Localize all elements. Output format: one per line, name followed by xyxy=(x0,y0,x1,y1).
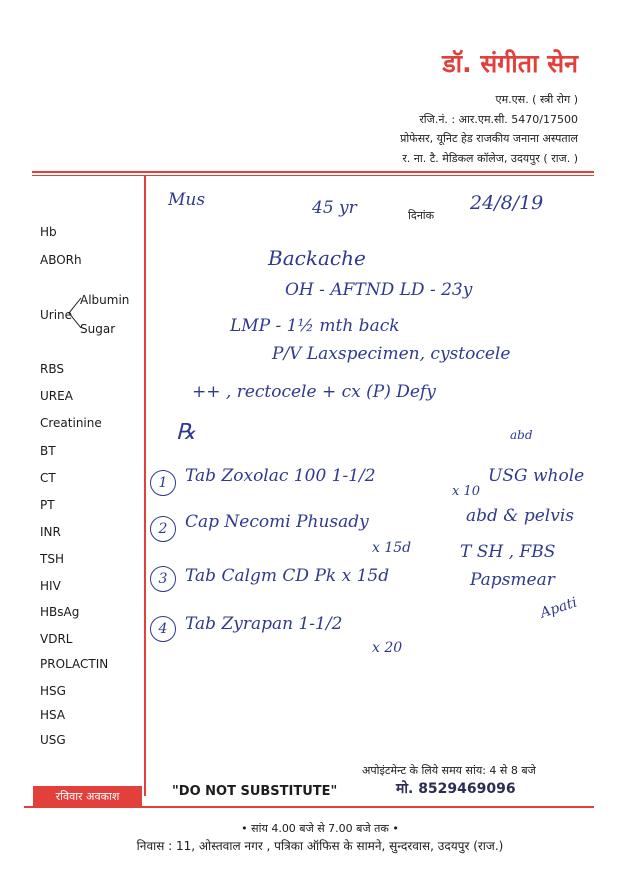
test-prolactin: PROLACTIN xyxy=(40,657,109,671)
patient-name: Mus xyxy=(168,190,206,210)
test-creatinine: Creatinine xyxy=(40,416,102,430)
med-number-2: 2 xyxy=(150,516,176,542)
test-hsa: HSA xyxy=(40,708,66,722)
test-hbsag: HBsAg xyxy=(40,605,80,619)
investigation-papsmear: Papsmear xyxy=(470,570,555,590)
test-aborh: ABORh xyxy=(40,253,82,267)
registration-number: रजि.नं. : आर.एम.सी. 5470/17500 xyxy=(419,113,578,126)
header-rule-thin xyxy=(32,175,594,176)
test-rbs: RBS xyxy=(40,362,64,376)
doctor-signature: Apati xyxy=(538,594,580,622)
med-number-4: 4 xyxy=(150,616,176,642)
patient-age: 45 yr xyxy=(312,198,357,218)
column-divider xyxy=(144,176,146,796)
exam-note: P/V Laxspecimen, cystocele xyxy=(272,344,511,364)
med-number-1: 1 xyxy=(150,470,176,496)
medicine-2: Cap Necomi Phusady xyxy=(185,512,369,532)
sunday-off-badge: रविवार अवकाश xyxy=(33,786,142,807)
test-ct: CT xyxy=(40,471,56,485)
medicine-1: Tab Zoxolac 100 1-1/2 xyxy=(185,466,376,486)
lmp-note: LMP - 1½ mth back xyxy=(230,316,400,336)
header-rule xyxy=(32,171,594,173)
evening-hours: • सांय 4.00 बजे से 7.00 बजे तक • xyxy=(241,822,399,835)
medicine-2-quantity: x 15d xyxy=(372,540,412,556)
doctor-name: डॉ. संगीता सेन xyxy=(442,49,578,78)
medicine-1-quantity: x 10 xyxy=(452,484,481,499)
obstetric-history: OH - AFTND LD - 23y xyxy=(285,280,473,300)
mobile-number: मो. 8529469096 xyxy=(396,781,516,797)
dose-mark: abd xyxy=(510,428,533,442)
findings-note: ++ , rectocele + cx (P) Defy xyxy=(192,382,436,402)
test-bt: BT xyxy=(40,444,56,458)
date-label: दिनांक xyxy=(408,209,435,222)
position-title: प्रोफेसर, यूनिट हेड राजकीय जनाना अस्पताल xyxy=(400,132,578,145)
chief-complaint: Backache xyxy=(268,246,366,270)
test-hb: Hb xyxy=(40,225,57,239)
investigation-usg: USG whole xyxy=(488,466,585,486)
investigation-tsh-fbs: T SH , FBS xyxy=(460,542,556,562)
test-hsg: HSG xyxy=(40,684,66,698)
qualification: एम.एस. ( स्त्री रोग ) xyxy=(495,93,578,106)
appointment-hours: अपोइंटमेन्ट के लिये समय सांय: 4 से 8 बजे xyxy=(362,764,536,777)
rx-symbol: ℞ xyxy=(176,420,196,445)
test-inr: INR xyxy=(40,525,61,539)
test-urine: Urine xyxy=(40,308,73,322)
medicine-3: Tab Calgm CD Pk x 15d xyxy=(185,566,390,586)
test-albumin: Albumin xyxy=(80,293,130,307)
test-tsh: TSH xyxy=(40,552,64,566)
test-urea: UREA xyxy=(40,389,73,403)
test-vdrl: VDRL xyxy=(40,632,73,646)
test-sugar: Sugar xyxy=(80,322,116,336)
residence-address: निवास : 11, ओस्तवाल नगर , पत्रिका ऑफिस के सामने, सुन्दरवास, उदयपुर (राज.) xyxy=(136,839,504,853)
college-name: र. ना. टै. मेडिकल कॉलेज, उदयपुर ( राज. ) xyxy=(402,152,578,165)
test-usg: USG xyxy=(40,733,66,747)
test-pt: PT xyxy=(40,498,55,512)
prescription-date: 24/8/19 xyxy=(470,192,544,214)
medicine-4-quantity: x 20 xyxy=(372,640,403,656)
do-not-substitute: "DO NOT SUBSTITUTE" xyxy=(172,784,338,799)
med-number-3: 3 xyxy=(150,566,176,592)
investigation-abd-pelvis: abd & pelvis xyxy=(466,506,574,526)
medicine-4: Tab Zyrapan 1-1/2 xyxy=(185,614,343,634)
test-hiv: HIV xyxy=(40,579,61,593)
footer-rule xyxy=(24,806,594,808)
